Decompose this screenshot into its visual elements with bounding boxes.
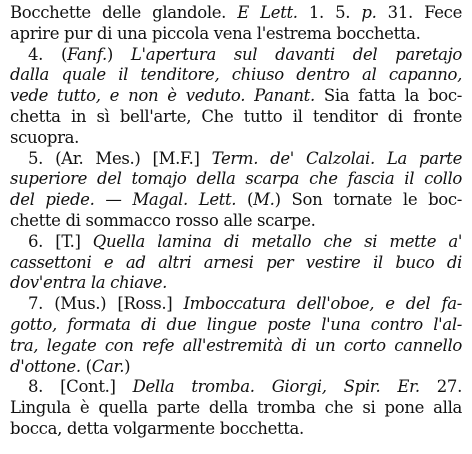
text-line: scuopra. [10, 127, 80, 147]
text-line: vede tutto, e non è veduto. Panant. Sia fatta la boc- [10, 86, 462, 106]
sense-5-line: 5. (Ar. Mes.) [M.F.] Term. de' Calzolai. La parte [28, 148, 462, 168]
text-line: chette di sommacco rosso alle scarpe. [10, 210, 316, 230]
text-line: gotto, formata di due lingue poste l'una contro l'al- [10, 314, 462, 334]
text-line: del piede. — Magal. Lett. (M.) Son tornate le boc- [10, 190, 462, 210]
sense-8-line: 8. [Cont.] Della tromba. Giorgi, Spir. Er. 27. [28, 377, 462, 397]
text-line: bocca, detta volgarmente bocchetta. [10, 418, 304, 438]
sense-6-line: 6. [T.] Quella lamina di metallo che si mette a' [28, 231, 462, 251]
text-line: d'ottone. (Car.) [10, 356, 131, 376]
text-line: tra, legate con refe all'estremità di un corto cannello [10, 335, 462, 355]
text-line: Lingula è quella parte della tromba che si pone alla [10, 398, 462, 418]
text-line: dalla quale il tenditore, chiuso dentro al capanno, [10, 65, 462, 85]
text-line: Bocchette delle glandole. E Lett. 1. 5. p. 31. Fece [10, 3, 462, 22]
sense-7-line: 7. (Mus.) [Ross.] Imboccatura dell'oboe, e del fa- [28, 294, 462, 314]
sense-4-line: 4. (Fanf.) L'apertura sul davanti del paretajo [28, 44, 462, 64]
text-line: cassettoni e ad altri arnesi per vestire il buco di [10, 252, 462, 272]
text-line: superiore del tomajo della scarpa che fascia il collo [10, 169, 462, 189]
text-line: aprire pur di una piccola vena l'estrema bocchetta. [10, 23, 421, 43]
text-line: chetta in sì bell'arte, Che tutto il tenditor di fronte [10, 106, 462, 126]
text-line: dov'entra la chiave. [10, 273, 168, 293]
